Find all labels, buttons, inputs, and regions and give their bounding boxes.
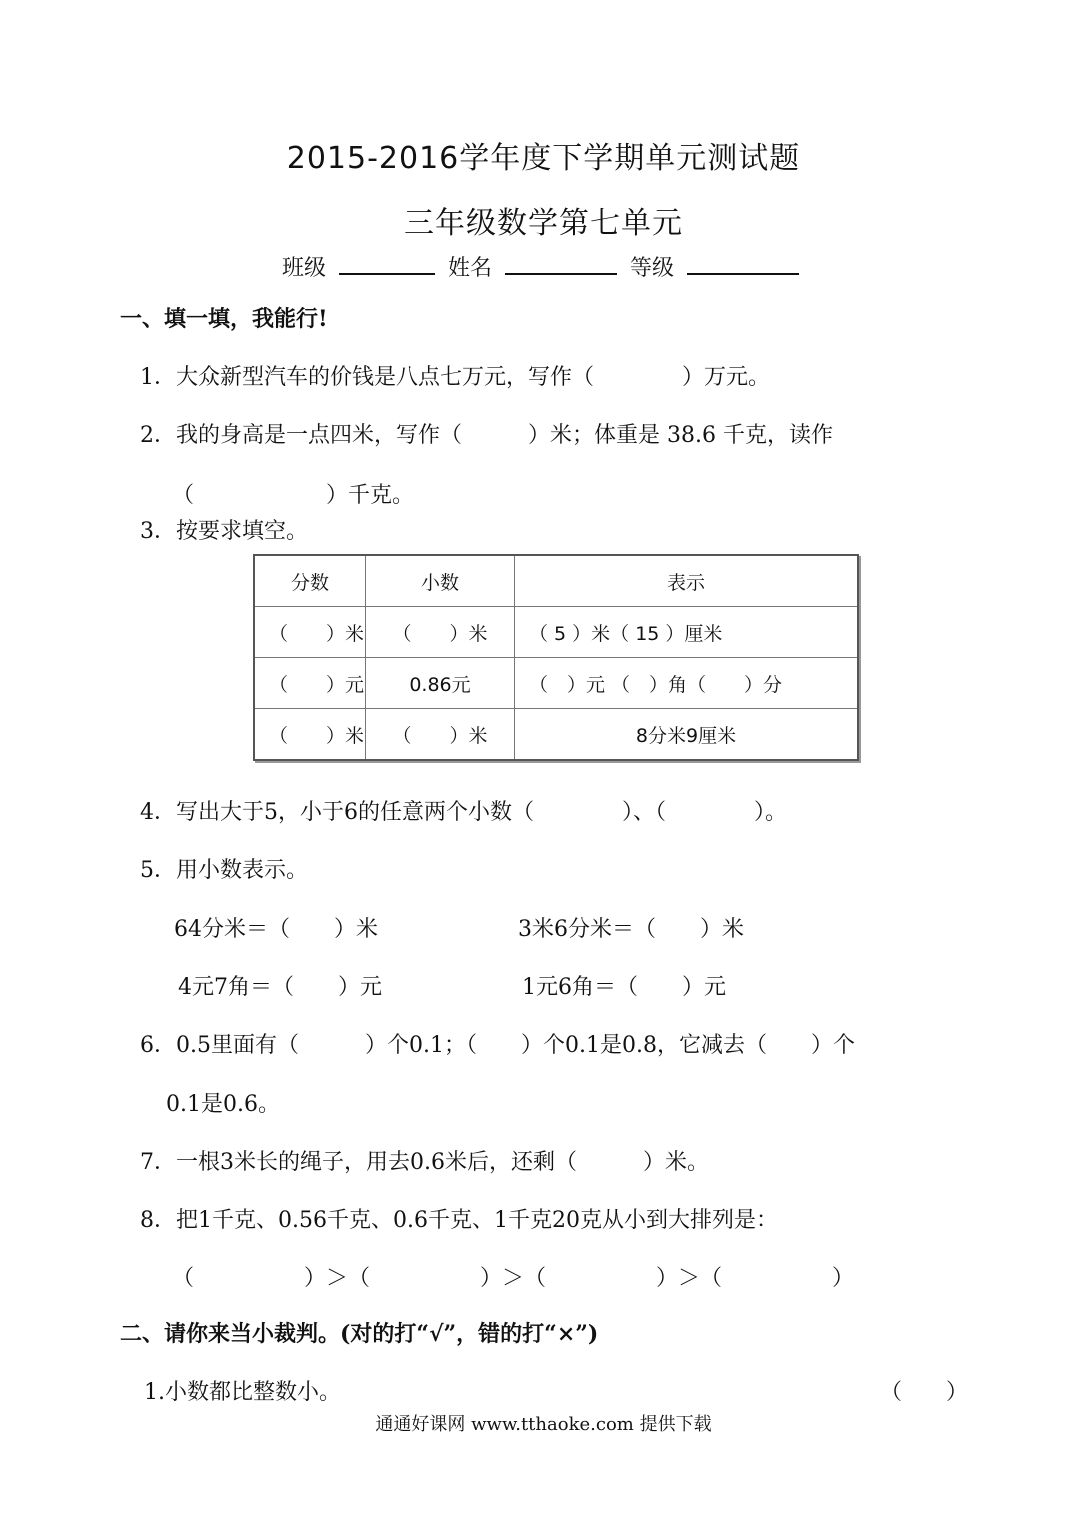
question-5d: 1元6角＝（ ）元 [522,975,726,1000]
table-cell: 8分米9厘米 [515,709,859,761]
conversion-table [253,554,859,761]
question-5a: 64分米＝（ ）米 [174,917,378,942]
judge-question-1: 1.小数都比整数小。 [144,1380,341,1405]
question-8-blanks: （ ）＞（ ）＞（ ）＞（ ） [172,1266,855,1291]
table-cell[interactable]: （ ）米 [254,709,366,761]
question-2-line1: 2．我的身高是一点四米，写作（ ）米；体重是 38.6 千克，读作 [140,423,833,448]
class-label: 班级 [281,256,326,281]
question-4: 4．写出大于5，小于6的任意两个小数（ ）、（ ）。 [140,800,787,825]
table-cell[interactable]: （ ）米 [366,709,515,761]
section2-heading: 二、请你来当小裁判。(对的打“√”，错的打“×”) [120,1321,599,1347]
question-1: 1．大众新型汽车的价钱是八点七万元，写作（ ）万元。 [140,365,770,390]
table-header-cell: 分数 [254,555,366,607]
question-5b: 3米6分米＝（ ）米 [518,917,744,942]
grade-label: 等级 [630,256,675,281]
table-cell[interactable]: （ ）元 [254,658,366,709]
table-row [254,658,858,709]
table-row [254,607,858,658]
question-2-line2: （ ）千克。 [172,483,415,508]
question-3: 3．按要求填空。 [140,519,308,544]
document-title: 2015-2016学年度下学期单元测试题 [286,141,801,176]
table-header-cell: 小数 [366,555,515,607]
table-cell[interactable]: （ ）米 [366,607,515,658]
table-cell: 0.86元 [366,658,515,709]
table-cell[interactable]: （ ）米 [254,607,366,658]
table-row [254,709,858,761]
question-8: 8．把1千克、0.56千克、0.6千克、1千克20克从小到大排列是： [140,1208,778,1233]
table-cell[interactable]: （ ）元 （ ）角（ ）分 [515,658,859,709]
table-header-row [254,555,858,607]
name-label: 姓名 [447,256,492,281]
question-7: 7．一根3米长的绳子，用去0.6米后，还剩（ ）米。 [140,1150,709,1175]
page-footer: 通通好课网 www.tthaoke.com 提供下载 [375,1414,712,1435]
name-blank[interactable] [505,251,617,275]
judge-answer-1[interactable]: （ ） [880,1380,969,1405]
document-subtitle: 三年级数学第七单元 [404,206,683,241]
student-info-line [0,251,1087,282]
question-6-line2: 0.1是0.6。 [166,1092,280,1117]
question-5: 5．用小数表示。 [140,858,308,883]
table-cell: （ 5 ）米（ 15 ）厘米 [515,607,859,658]
class-blank[interactable] [339,251,435,275]
section1-heading: 一、填一填，我能行! [120,306,328,332]
grade-blank[interactable] [687,251,799,275]
table-header-cell: 表示 [515,555,859,607]
question-5c: 4元7角＝（ ）元 [178,975,382,1000]
question-6-line1: 6．0.5里面有（ ）个0.1；（ ）个0.1是0.8，它减去（ ）个 [140,1033,855,1058]
